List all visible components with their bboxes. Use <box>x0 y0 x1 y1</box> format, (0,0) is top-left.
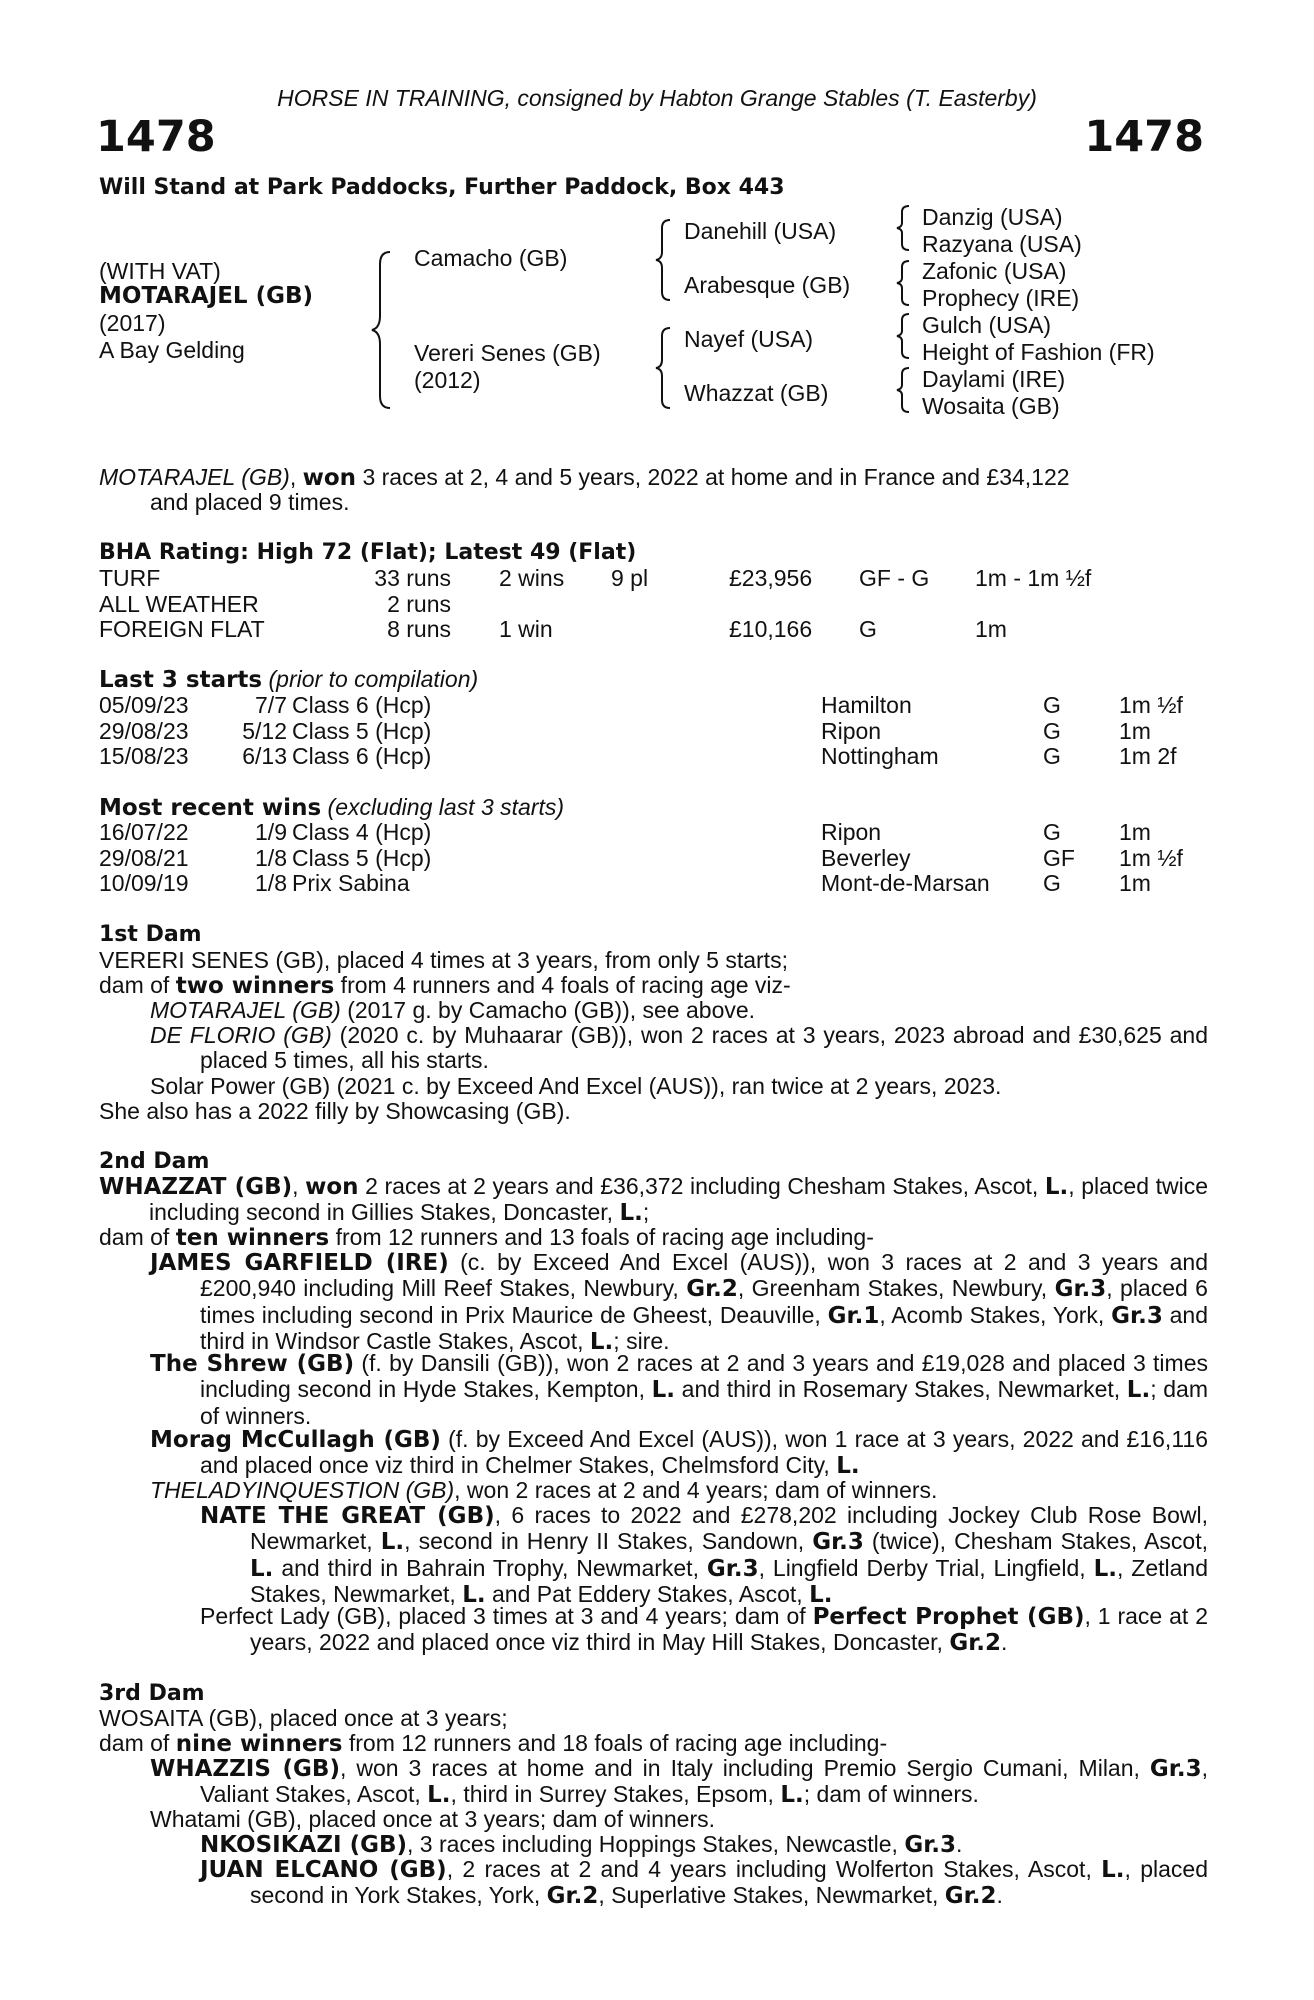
dam-name: Vereri Senes (GB) <box>414 340 601 366</box>
rating-runs: 8 runs <box>387 616 451 642</box>
gg-2: Razyana (USA) <box>922 231 1082 257</box>
recent-win-distance: 1m <box>1119 819 1151 845</box>
last-start-distance: 1m 2f <box>1119 743 1177 769</box>
rating-going: G <box>859 616 877 642</box>
recent-win-race: Prix Sabina <box>292 870 410 896</box>
summary-record: 3 races at 2, 4 and 5 years, 2022 at home and in France and £34,122 <box>356 464 1070 490</box>
last-start-date: 29/08/23 <box>99 717 189 744</box>
consignment-text: HORSE IN TRAINING, consigned by Habton Grange Stables (T. Easterby) <box>277 85 1037 111</box>
horse-name: MOTARAJEL (GB) <box>99 283 314 309</box>
summary-horse-name: MOTARAJEL (GB) <box>99 464 290 490</box>
summary-won: won <box>302 465 357 491</box>
second-dam-produce-nate-the-great: NATE THE GREAT (GB), 6 races to 2022 and £278,202 including Jockey Club Rose Bowl, Newmarket, L., second in Henry II Stakes, Sandown, Gr.3 (twice), Chesham Stakes, Ascot, L. and third in Bahrain Trophy, Newmarket, Gr.3, Lingfield Derby Trial, Lingfield, L., Zetland Stakes, Newmarket, L. and Pat Eddery Stakes, Ascot, L. <box>200 1502 1209 1608</box>
rating-surface: ALL WEATHER <box>99 590 259 617</box>
recent-win-distance: 1m <box>1119 870 1151 896</box>
last-start-going: G <box>1043 692 1061 718</box>
second-dam-produce-morag: Morag McCullagh (GB) (f. by Exceed And Excel (AUS)), won 1 race at 3 years, 2022 and £16,116 and placed once viz third in Chelmer Stakes, Chelmsford City, L. <box>150 1426 1208 1480</box>
second-dam-produce-perfect-lady: Perfect Lady (GB), placed 3 times at 3 and 4 years; dam of Perfect Prophet (GB), 1 race at 2 years, 2022 and placed once viz third in May Hill Stakes, Doncaster, Gr.2. <box>200 1603 1208 1657</box>
first-dam-line-2: dam of two winners from 4 runners and 4 foals of racing age viz- <box>99 972 791 999</box>
recent-win-race: Class 5 (Hcp) <box>292 844 432 871</box>
gg-3: Zafonic (USA) <box>922 258 1067 284</box>
rating-prize: £23,956 <box>729 565 813 591</box>
last-start-distance: 1m ½f <box>1119 692 1183 718</box>
recent-win-course: Ripon <box>821 819 882 845</box>
second-dam-title: 2nd Dam <box>99 1149 210 1174</box>
lot-number-right: 1478 <box>1084 112 1204 162</box>
third-dam-produce-whatami: Whatami (GB), placed once at 3 years; dam of winners. <box>150 1806 716 1832</box>
rating-runs: 33 runs <box>374 565 451 591</box>
sire-dam: Arabesque (GB) <box>684 272 851 298</box>
recent-win-date: 16/07/22 <box>99 819 189 845</box>
last-starts-note: (prior to compilation) <box>268 666 479 692</box>
second-dam-produce-theladyinquestion: THELADYINQUESTION (GB), won 2 races at 2 and 4 years; dam of winners. <box>150 1477 938 1503</box>
first-dam-note: She also has a 2022 filly by Showcasing (GB). <box>99 1098 571 1124</box>
gg-5: Gulch (USA) <box>922 312 1052 338</box>
recent-win-pos: 1/9 <box>255 819 287 845</box>
third-dam-produce-juan-elcano: JUAN ELCANO (GB), 2 races at 2 and 4 years including Wolferton Stakes, Ascot, L., placed second in York Stakes, York, Gr.2, Superlative Stakes, Newmarket, Gr.2. <box>200 1856 1209 1910</box>
race-summary-line-2: and placed 9 times. <box>150 489 350 515</box>
third-dam-title: 3rd Dam <box>99 1681 205 1706</box>
first-dam-produce-2: DE FLORIO (GB) (2020 c. by Muhaarar (GB)), won 2 races at 3 years, 2023 abroad and £30,625 and placed 5 times, all his starts. <box>150 1022 1208 1074</box>
race-summary-line-1: MOTARAJEL (GB), won 3 races at 2, 4 and 5 years, 2022 at home and in France and £34,122 <box>99 464 1070 491</box>
rating-distance: 1m - 1m ½f <box>975 565 1092 591</box>
second-dam-produce-james-garfield: JAMES GARFIELD (IRE) (c. by Exceed And Excel (AUS)), won 3 races at 2 and 3 years and £200,940 including Mill Reef Stakes, Newbury, Gr.2, Greenham Stakes, Newbury, Gr.3, placed 6 times including second in Prix Maurice de Gheest, Deauville, Gr.1, Acomb Stakes, York, Gr.3 and third in Windsor Castle Stakes, Ascot, L.; sire. <box>150 1249 1209 1355</box>
rating-wins: 1 win <box>499 616 553 642</box>
last-start-pos: 6/13 <box>242 743 287 769</box>
last-starts-title: Last 3 starts <box>99 667 263 693</box>
sire-brace-icon <box>654 218 674 302</box>
vat-note: (WITH VAT) <box>99 258 221 284</box>
last-start-distance: 1m <box>1119 717 1151 744</box>
third-dam-produce-intro: dam of nine winners from 12 runners and 18 foals of racing age including- <box>99 1730 888 1757</box>
gg-brace-2-icon <box>895 259 911 307</box>
horse-description: A Bay Gelding <box>99 337 245 363</box>
recent-win-race: Class 4 (Hcp) <box>292 819 432 845</box>
gg-brace-3-icon <box>895 312 911 360</box>
recent-win-going: G <box>1043 819 1061 845</box>
dam-sire: Nayef (USA) <box>684 326 814 352</box>
second-dam-produce-intro: dam of ten winners from 12 runners and 13 foals of racing age including- <box>99 1224 874 1251</box>
gg-brace-1-icon <box>895 204 911 252</box>
last-start-course: Nottingham <box>821 743 939 769</box>
third-dam-produce-whazzis: WHAZZIS (GB), won 3 races at home and in Italy including Premio Sergio Cumani, Milan, Gr.3, Valiant Stakes, Ascot, L., third in Surrey Stakes, Epsom, L.; dam of winners. <box>150 1755 1208 1809</box>
rating-distance: 1m <box>975 616 1007 642</box>
last-start-race: Class 6 (Hcp) <box>292 692 432 718</box>
rating-surface: FOREIGN FLAT <box>99 616 265 642</box>
first-dam-title: 1st Dam <box>99 922 202 947</box>
recent-win-course: Beverley <box>821 844 911 871</box>
dam-dam: Whazzat (GB) <box>684 380 829 406</box>
rating-prize: £10,166 <box>729 616 813 642</box>
third-dam-line-1: WOSAITA (GB), placed once at 3 years; <box>99 1705 508 1731</box>
last-start-course: Ripon <box>821 717 882 744</box>
gg-4: Prophecy (IRE) <box>922 285 1080 311</box>
dam-year: (2012) <box>414 367 481 393</box>
last-start-pos: 7/7 <box>255 692 287 718</box>
rating-going: GF - G <box>859 565 930 591</box>
recent-wins-title: Most recent wins <box>99 795 322 821</box>
last-start-going: G <box>1043 717 1061 744</box>
main-brace-icon <box>370 250 394 410</box>
last-start-race: Class 6 (Hcp) <box>292 743 432 769</box>
gg-brace-4-icon <box>895 366 911 414</box>
last-start-going: G <box>1043 743 1061 769</box>
gg-8: Wosaita (GB) <box>922 393 1060 419</box>
stand-location: Will Stand at Park Paddocks, Further Paddock, Box 443 <box>99 175 785 200</box>
first-dam-line-1: VERERI SENES (GB), placed 4 times at 3 years, from only 5 starts; <box>99 947 788 973</box>
last-start-course: Hamilton <box>821 692 912 718</box>
gg-7: Daylami (IRE) <box>922 366 1066 392</box>
first-dam-produce-1: MOTARAJEL (GB) (2017 g. by Camacho (GB)), see above. <box>150 997 756 1023</box>
first-dam-produce-3: Solar Power (GB) (2021 c. by Exceed And Excel (AUS)), ran twice at 2 years, 2023. <box>150 1073 1002 1099</box>
recent-win-going: G <box>1043 870 1061 896</box>
sire-sire: Danehill (USA) <box>684 218 837 244</box>
rating-runs: 2 runs <box>387 590 451 617</box>
last-start-date: 05/09/23 <box>99 692 189 718</box>
gg-6: Height of Fashion (FR) <box>922 339 1155 365</box>
bha-rating-title: BHA Rating: High 72 (Flat); Latest 49 (Flat) <box>99 540 637 565</box>
rating-wins: 2 wins <box>499 565 565 591</box>
recent-win-pos: 1/8 <box>255 844 287 871</box>
lot-number-left: 1478 <box>96 112 216 162</box>
recent-win-distance: 1m ½f <box>1119 844 1183 871</box>
rating-placed: 9 pl <box>611 565 649 591</box>
recent-wins-note: (excluding last 3 starts) <box>327 794 565 820</box>
recent-win-date: 29/08/21 <box>99 844 189 871</box>
gg-1: Danzig (USA) <box>922 204 1063 230</box>
recent-win-pos: 1/8 <box>255 870 287 896</box>
second-dam-record: WHAZZAT (GB), won 2 races at 2 years and £36,372 including Chesham Stakes, Ascot, L., placed twice including second in Gillies Stakes, Doncaster, L.; <box>99 1173 1208 1227</box>
third-dam-produce-nkosikazi: NKOSIKAZI (GB), 3 races including Hoppings Stakes, Newcastle, Gr.3. <box>200 1831 963 1858</box>
rating-surface: TURF <box>99 565 161 591</box>
recent-win-going: GF <box>1043 844 1075 871</box>
recent-win-date: 10/09/19 <box>99 870 189 896</box>
last-start-pos: 5/12 <box>242 717 287 744</box>
last-start-date: 15/08/23 <box>99 743 189 769</box>
recent-win-course: Mont-de-Marsan <box>821 870 990 896</box>
recent-wins-heading <box>99 795 564 821</box>
dam-brace-icon <box>654 326 674 410</box>
second-dam-produce-the-shrew: The Shrew (GB) (f. by Dansili (GB)), won 2 races at 2 and 3 years and £19,028 and placed 3 times including second in Hyde Stakes, Kempton, L. and third in Rosemary Stakes, Newmarket, L.; dam of winners. <box>150 1350 1208 1429</box>
last-start-race: Class 5 (Hcp) <box>292 717 432 744</box>
last-starts-heading <box>99 667 478 693</box>
consignment-line <box>0 86 1314 111</box>
sire-name: Camacho (GB) <box>414 245 568 271</box>
horse-year: (2017) <box>99 310 166 336</box>
